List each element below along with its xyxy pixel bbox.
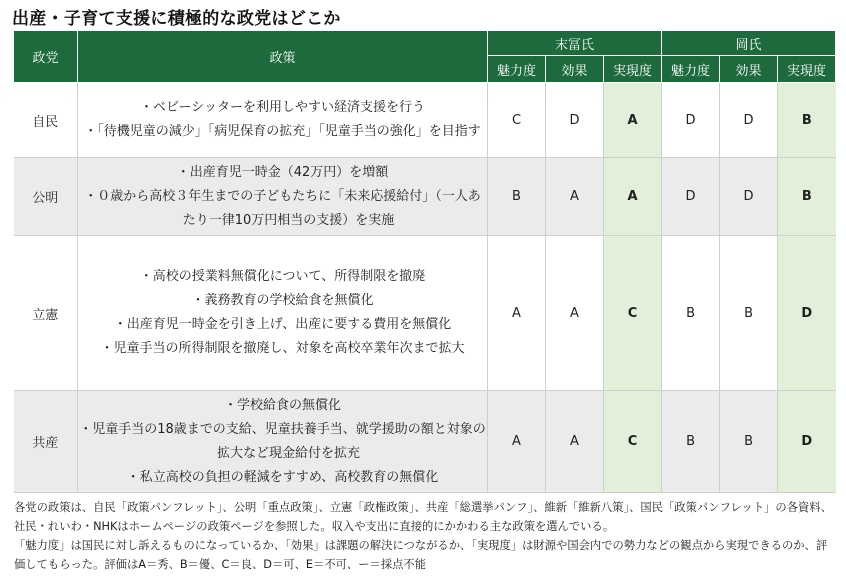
grade-cell: B <box>488 158 546 236</box>
header-criterion-effect: 効果 <box>720 56 778 83</box>
header-policy: 政策 <box>78 31 488 83</box>
policy-item: ・ 高校の授業料無償化について、所得制限を撤廃 <box>78 265 487 289</box>
grade-cell: C <box>604 236 662 391</box>
grade-cell: A <box>546 158 604 236</box>
policy-item: ・ 児童手当の所得制限を撤廃し、対象を高校卒業年次まで拡大 <box>78 337 487 361</box>
grade-cell: A <box>546 236 604 391</box>
policy-item: ・ 義務教育の学校給食を無償化 <box>78 289 487 313</box>
policy-item: ・ 学校給食の無償化 <box>78 394 487 418</box>
policy-item: ・ 出産育児一時金を引き上げ、出産に要する費用を無償化 <box>78 313 487 337</box>
grade-cell: B <box>720 236 778 391</box>
policy-cell <box>78 236 488 391</box>
policy-item: ・ 児童手当の18歳までの支給、児童扶養手当、就学援助の額と対象の拡大など現金給付を拡充 <box>78 418 487 466</box>
grade-cell: B <box>662 391 720 493</box>
footnote-criteria: 「魅力度」は国民に対し訴えるものになっているか、「効果」は課題の解決につながるか、「実現度」は財源や国会内での勢力などの観点から実現できるのか、評価してもらった。評価はA＝秀、B＝優、C＝良、D＝可、E＝不可、ー＝採点不能 <box>14 539 828 571</box>
grade-cell: A <box>546 391 604 493</box>
party-name: 公明 <box>14 158 78 236</box>
policy-cell <box>78 83 488 158</box>
table-row <box>14 158 836 236</box>
grade-cell: D <box>778 391 836 493</box>
header-party: 政党 <box>14 31 78 83</box>
grade-cell: B <box>720 391 778 493</box>
grade-cell: D <box>546 83 604 158</box>
grade-cell: A <box>604 83 662 158</box>
header-criterion-appeal: 魅力度 <box>488 56 546 83</box>
footnote-sources: 各党の政策は、自民「政策パンフレット」、公明「重点政策」、立憲「政権政策」、共産「総選挙パンフ」、維新「維新八策」、国民「政策パンフレット」の各資料、社民・れいわ・NHKはホームページの政策ページを参照した。収入や支出に直接的にかかわる主な政策を選んでいる。 <box>14 501 832 533</box>
grade-cell: B <box>662 236 720 391</box>
grade-cell: D <box>720 158 778 236</box>
policy-item: ・ 出産育児一時金（42万円）を増額 <box>78 161 487 185</box>
grade-cell: D <box>662 83 720 158</box>
table-row <box>14 83 836 158</box>
header-criterion-feasibility: 実現度 <box>604 56 662 83</box>
party-name: 自民 <box>14 83 78 158</box>
table-row <box>14 391 836 493</box>
evaluation-table <box>13 30 836 493</box>
grade-cell: A <box>604 158 662 236</box>
grade-cell: B <box>778 83 836 158</box>
grade-cell: A <box>488 391 546 493</box>
grade-cell: A <box>488 236 546 391</box>
table-row <box>14 236 836 391</box>
grade-cell: C <box>488 83 546 158</box>
policy-item: ・ 私立高校の負担の軽減をすすめ、高校教育の無償化 <box>78 466 487 490</box>
party-name: 共産 <box>14 391 78 493</box>
grade-cell: B <box>778 158 836 236</box>
header-criterion-effect: 効果 <box>546 56 604 83</box>
policy-item: ・ ベビーシッターを利用しやすい経済支援を行う <box>78 96 487 120</box>
header-evaluator-suetomi: 末冨氏 <box>488 31 662 56</box>
grade-cell: D <box>720 83 778 158</box>
page-title: 出産・子育て支援に積極的な政党はどこか <box>12 9 341 29</box>
grade-cell: D <box>662 158 720 236</box>
header-criterion-feasibility: 実現度 <box>778 56 836 83</box>
policy-item: ・ ０歳から高校３年生までの子どもたちに「未来応援給付」（一人あたり一律10万円相当の支援）を実施 <box>78 185 487 233</box>
policy-cell <box>78 158 488 236</box>
party-name: 立憲 <box>14 236 78 391</box>
footnotes <box>14 498 834 574</box>
policy-cell <box>78 391 488 493</box>
header-criterion-appeal: 魅力度 <box>662 56 720 83</box>
grade-cell: D <box>778 236 836 391</box>
policy-item: ・ 「待機児童の減少」「病児保育の拡充」「児童手当の強化」を目指す <box>78 120 487 144</box>
header-evaluator-oka: 岡氏 <box>662 31 836 56</box>
grade-cell: C <box>604 391 662 493</box>
